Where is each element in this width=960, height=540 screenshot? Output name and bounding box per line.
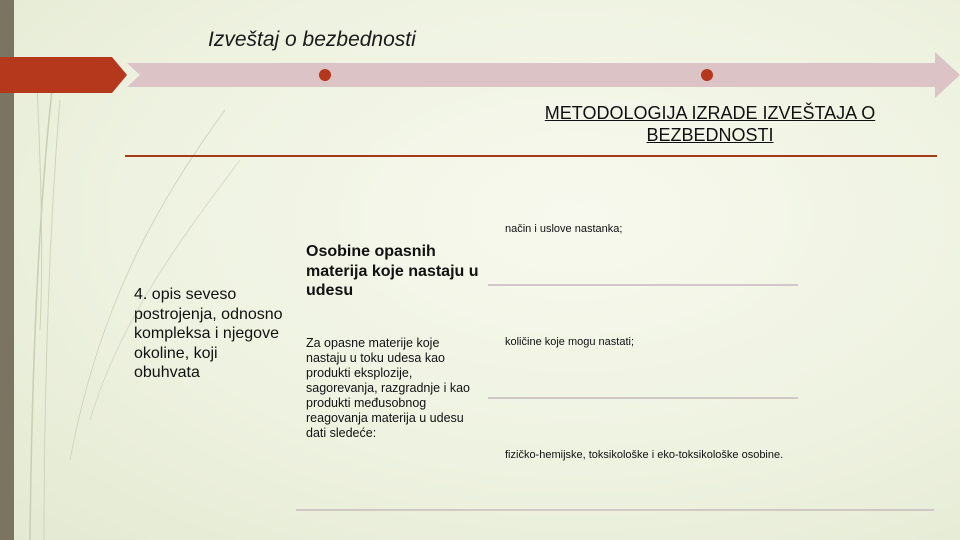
timeline-arrow: [0, 48, 960, 104]
list-item: fizičko-hemijske, toksikološke i eko-toksikološke osobine.: [505, 449, 784, 461]
left-text-block: 4. opis seveso postrojenja, odnosno kompleksa i njegove okoline, koji obuhvata: [134, 286, 283, 381]
item-divider: [488, 284, 798, 286]
mid-body-text: Za opasne materije koje nastaju u toku udesa kao produkti eksplozije, sagorevanja, razgradnje i kao produkti međusobnog reagovanja materija u udesu dati sledeće:: [306, 336, 470, 440]
list-item: način i uslove nastanka;: [505, 223, 623, 235]
item-divider: [488, 397, 798, 399]
section-heading: METODOLOGIJA IZRADE IZVEŠTAJA O BEZBEDNOSTI: [544, 103, 876, 145]
mid-heading: Osobine opasnih materija koje nastaju u udesu: [306, 243, 479, 299]
slide-title: Izveštaj o bezbednosti: [208, 28, 416, 51]
item-divider: [296, 509, 934, 511]
timeline-dot-2: [701, 69, 713, 81]
timeline-dot-1: [319, 69, 331, 81]
arrow-pink-body: [127, 52, 960, 98]
arrow-red-segment: [0, 57, 127, 93]
heading-divider: [125, 155, 937, 157]
list-item: količine koje mogu nastati;: [505, 336, 635, 348]
